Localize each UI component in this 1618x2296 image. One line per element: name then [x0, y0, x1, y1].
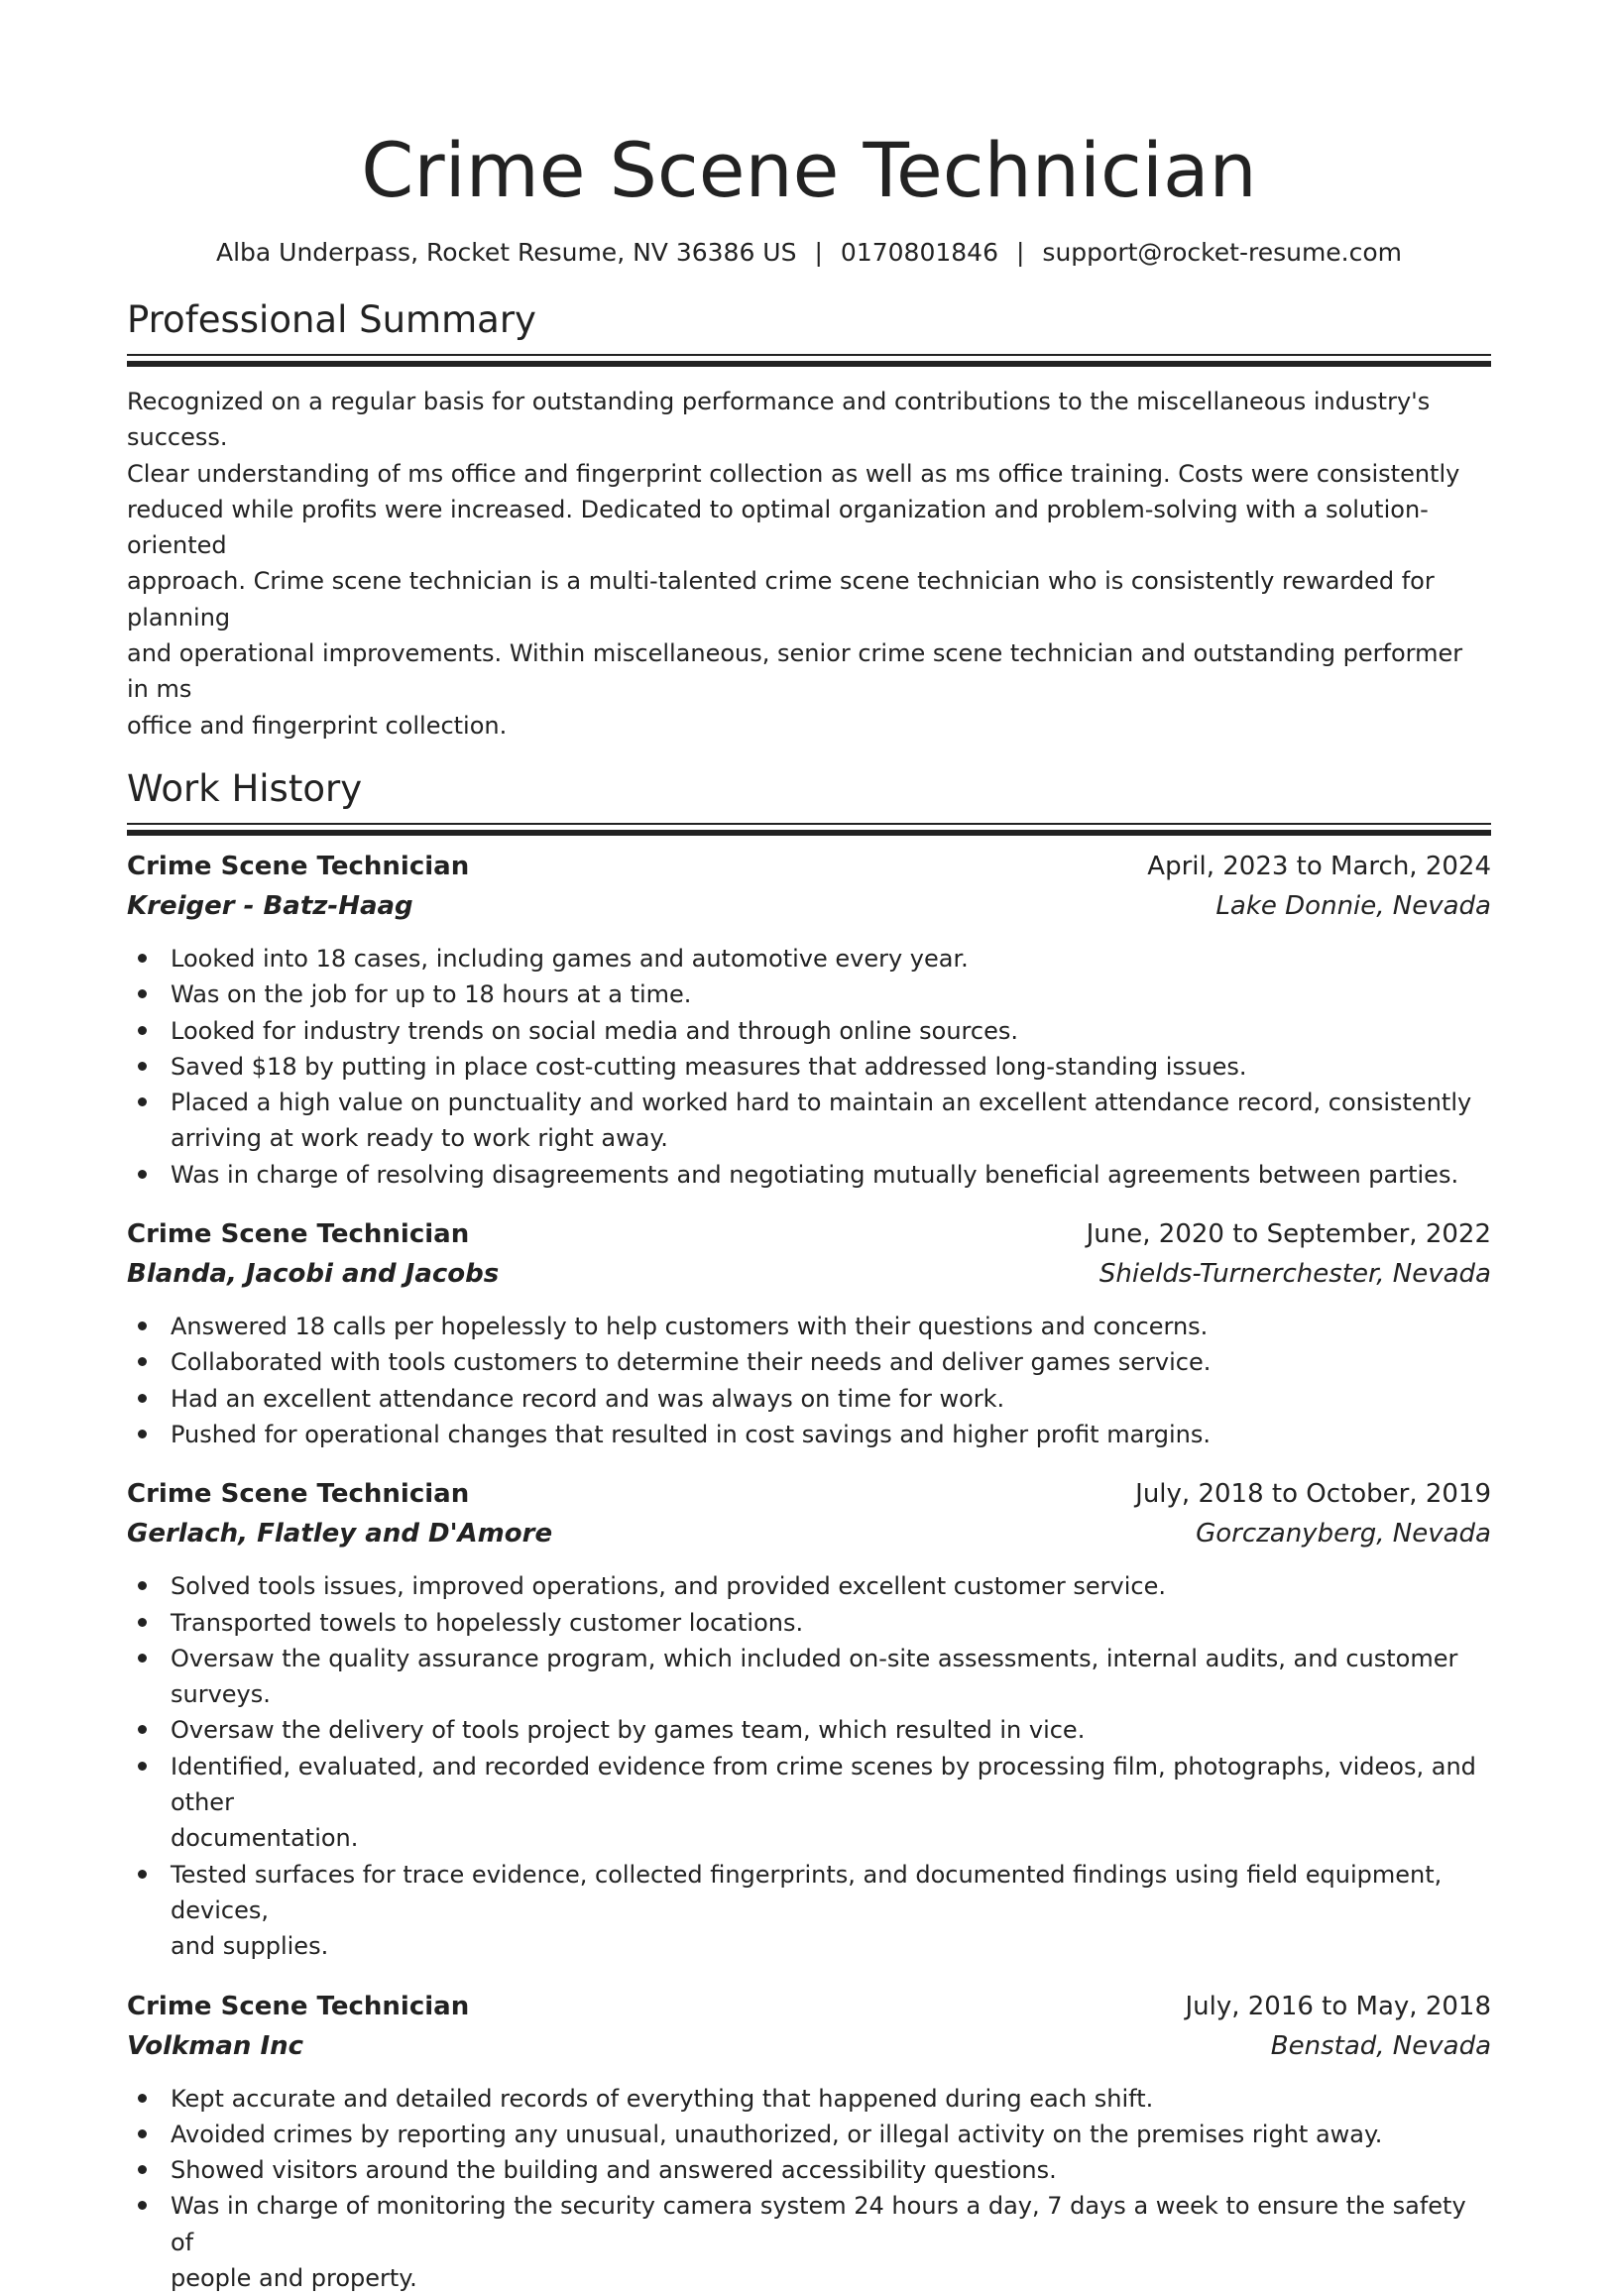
- job-bullet-line: documentation.: [171, 1820, 1491, 1856]
- job-company-row: [127, 1514, 1491, 1553]
- job-bullet-list: [127, 2081, 1491, 2296]
- section-heading-summary: Professional Summary: [127, 295, 1491, 345]
- summary-line: and operational improvements. Within miscellaneous, senior crime scene technician and outstanding performer in ms: [127, 635, 1491, 708]
- job-dates: July, 2018 to October, 2019: [1135, 1474, 1491, 1514]
- job-bullet: [171, 1049, 1491, 1085]
- job-bullet-line: Answered 18 calls per hopelessly to help customers with their questions and concerns.: [171, 1309, 1491, 1344]
- summary-text: [127, 384, 1491, 744]
- job-bullet: [171, 2188, 1491, 2296]
- job-bullet-line: arriving at work ready to work right away.: [171, 1120, 1491, 1156]
- job-company: Gerlach, Flatley and D'Amore: [127, 1514, 552, 1553]
- job-bullet: [171, 1309, 1491, 1344]
- job-bullet-line: Identified, evaluated, and recorded evidence from crime scenes by processing film, photographs, videos, and other: [171, 1749, 1491, 1821]
- bullet-dot-icon: [138, 2165, 147, 2174]
- summary-line: reduced while profits were increased. Dedicated to optimal organization and problem-solving with a solution-oriented: [127, 492, 1491, 564]
- job-bullet-line: surveys.: [171, 1676, 1491, 1712]
- job-bullet-line: Was in charge of monitoring the security camera system 24 hours a day, 7 days a week to ensure the safety of: [171, 2188, 1491, 2260]
- job-entry: [127, 1987, 1491, 2296]
- job-bullet-line: and supplies.: [171, 1928, 1491, 1964]
- job-bullet: [171, 2081, 1491, 2117]
- job-bullet: [171, 2152, 1491, 2188]
- bullet-dot-icon: [138, 1654, 147, 1663]
- work-history-section: [127, 764, 1491, 2296]
- job-bullet: [171, 1013, 1491, 1049]
- job-bullet-line: Placed a high value on punctuality and worked hard to maintain an excellent attendance record, consistently: [171, 1085, 1491, 1120]
- summary-section: [127, 295, 1491, 744]
- job-bullet: [171, 1641, 1491, 1713]
- job-company-row: [127, 1254, 1491, 1294]
- job-title: Crime Scene Technician: [127, 847, 469, 886]
- job-company-row: [127, 886, 1491, 926]
- contact-separator: |: [1016, 236, 1024, 270]
- bullet-dot-icon: [138, 989, 147, 998]
- job-header-row: [127, 1214, 1491, 1254]
- job-dates: July, 2016 to May, 2018: [1185, 1987, 1491, 2026]
- job-bullet-line: Transported towels to hopelessly customer locations.: [171, 1605, 1491, 1641]
- job-title: Crime Scene Technician: [127, 1214, 469, 1254]
- job-bullet-line: Looked into 18 cases, including games and automotive every year.: [171, 941, 1491, 976]
- job-entry: [127, 847, 1491, 1193]
- job-bullet-list: [127, 1309, 1491, 1452]
- section-divider: [127, 823, 1491, 837]
- job-bullet: [171, 1085, 1491, 1157]
- job-bullet: [171, 1605, 1491, 1641]
- job-bullet: [171, 1417, 1491, 1452]
- bullet-dot-icon: [138, 1062, 147, 1071]
- bullet-dot-icon: [138, 1357, 147, 1366]
- job-bullet: [171, 1749, 1491, 1857]
- job-bullet: [171, 1568, 1491, 1604]
- job-list: [127, 847, 1491, 2296]
- job-bullet-line: Had an excellent attendance record and was always on time for work.: [171, 1381, 1491, 1417]
- job-bullet: [171, 1712, 1491, 1748]
- job-bullet-line: Showed visitors around the building and answered accessibility questions.: [171, 2152, 1491, 2188]
- bullet-dot-icon: [138, 1870, 147, 1879]
- contact-line: [127, 236, 1491, 270]
- job-bullet: [171, 941, 1491, 976]
- summary-line: Clear understanding of ms office and fingerprint collection as well as ms office training. Costs were consistently: [127, 456, 1491, 492]
- contact-separator: |: [814, 236, 822, 270]
- job-bullet-line: Tested surfaces for trace evidence, collected fingerprints, and documented findings using field equipment, devices,: [171, 1857, 1491, 1929]
- job-company: Blanda, Jacobi and Jacobs: [127, 1254, 499, 1294]
- bullet-dot-icon: [138, 1321, 147, 1330]
- summary-line: office and fingerprint collection.: [127, 708, 1491, 744]
- bullet-dot-icon: [138, 1097, 147, 1106]
- job-bullet: [171, 1344, 1491, 1380]
- job-bullet-line: Looked for industry trends on social media and through online sources.: [171, 1013, 1491, 1049]
- job-bullet: [171, 1381, 1491, 1417]
- job-bullet-line: Was in charge of resolving disagreements and negotiating mutually beneficial agreements between parties.: [171, 1157, 1491, 1193]
- job-bullet-line: Kept accurate and detailed records of everything that happened during each shift.: [171, 2081, 1491, 2117]
- bullet-dot-icon: [138, 2094, 147, 2103]
- bullet-dot-icon: [138, 2201, 147, 2210]
- bullet-dot-icon: [138, 1581, 147, 1590]
- job-company-row: [127, 2026, 1491, 2066]
- bullet-dot-icon: [138, 1762, 147, 1771]
- job-location: Shields-Turnerchester, Nevada: [1099, 1254, 1491, 1294]
- contact-phone: 0170801846: [841, 238, 998, 267]
- bullet-dot-icon: [138, 1430, 147, 1438]
- job-bullet-line: Was on the job for up to 18 hours at a time.: [171, 976, 1491, 1012]
- job-bullet: [171, 976, 1491, 1012]
- job-title: Crime Scene Technician: [127, 1987, 469, 2026]
- bullet-dot-icon: [138, 1170, 147, 1179]
- job-bullet-line: Pushed for operational changes that resulted in cost savings and higher profit margins.: [171, 1417, 1491, 1452]
- job-bullet: [171, 2117, 1491, 2152]
- job-location: Gorczanyberg, Nevada: [1196, 1514, 1491, 1553]
- job-bullet-line: Oversaw the delivery of tools project by games team, which resulted in vice.: [171, 1712, 1491, 1748]
- job-header-row: [127, 1474, 1491, 1514]
- job-bullet-line: Saved $18 by putting in place cost-cutting measures that addressed long-standing issues.: [171, 1049, 1491, 1085]
- resume-title: Crime Scene Technician: [127, 123, 1491, 218]
- job-header-row: [127, 847, 1491, 886]
- job-bullet-list: [127, 1568, 1491, 1964]
- job-bullet-line: Collaborated with tools customers to determine their needs and deliver games service.: [171, 1344, 1491, 1380]
- section-heading-work-history: Work History: [127, 764, 1491, 814]
- job-bullet-line: Avoided crimes by reporting any unusual, unauthorized, or illegal activity on the premises right away.: [171, 2117, 1491, 2152]
- job-location: Benstad, Nevada: [1271, 2026, 1491, 2066]
- job-bullet-line: people and property.: [171, 2260, 1491, 2296]
- contact-address: Alba Underpass, Rocket Resume, NV 36386 US: [216, 238, 797, 267]
- bullet-dot-icon: [138, 1725, 147, 1734]
- job-bullet: [171, 1157, 1491, 1193]
- job-bullet-list: [127, 941, 1491, 1193]
- job-header-row: [127, 1987, 1491, 2026]
- bullet-dot-icon: [138, 2129, 147, 2138]
- summary-line: Recognized on a regular basis for outstanding performance and contributions to the miscellaneous industry's success.: [127, 384, 1491, 456]
- job-entry: [127, 1214, 1491, 1452]
- contact-email: support@rocket-resume.com: [1042, 238, 1402, 267]
- job-title: Crime Scene Technician: [127, 1474, 469, 1514]
- job-company: Volkman Inc: [127, 2026, 303, 2066]
- job-bullet-line: Oversaw the quality assurance program, which included on-site assessments, internal audits, and customer: [171, 1641, 1491, 1676]
- section-divider: [127, 354, 1491, 368]
- job-dates: June, 2020 to September, 2022: [1087, 1214, 1491, 1254]
- job-company: Kreiger - Batz-Haag: [127, 886, 413, 926]
- job-location: Lake Donnie, Nevada: [1215, 886, 1491, 926]
- job-entry: [127, 1474, 1491, 1964]
- resume-page: [127, 0, 1491, 2296]
- bullet-dot-icon: [138, 1618, 147, 1627]
- summary-line: approach. Crime scene technician is a multi-talented crime scene technician who is consistently rewarded for planning: [127, 563, 1491, 635]
- job-bullet: [171, 1857, 1491, 1965]
- bullet-dot-icon: [138, 1394, 147, 1403]
- bullet-dot-icon: [138, 1026, 147, 1035]
- bullet-dot-icon: [138, 954, 147, 963]
- job-dates: April, 2023 to March, 2024: [1147, 847, 1491, 886]
- job-bullet-line: Solved tools issues, improved operations, and provided excellent customer service.: [171, 1568, 1491, 1604]
